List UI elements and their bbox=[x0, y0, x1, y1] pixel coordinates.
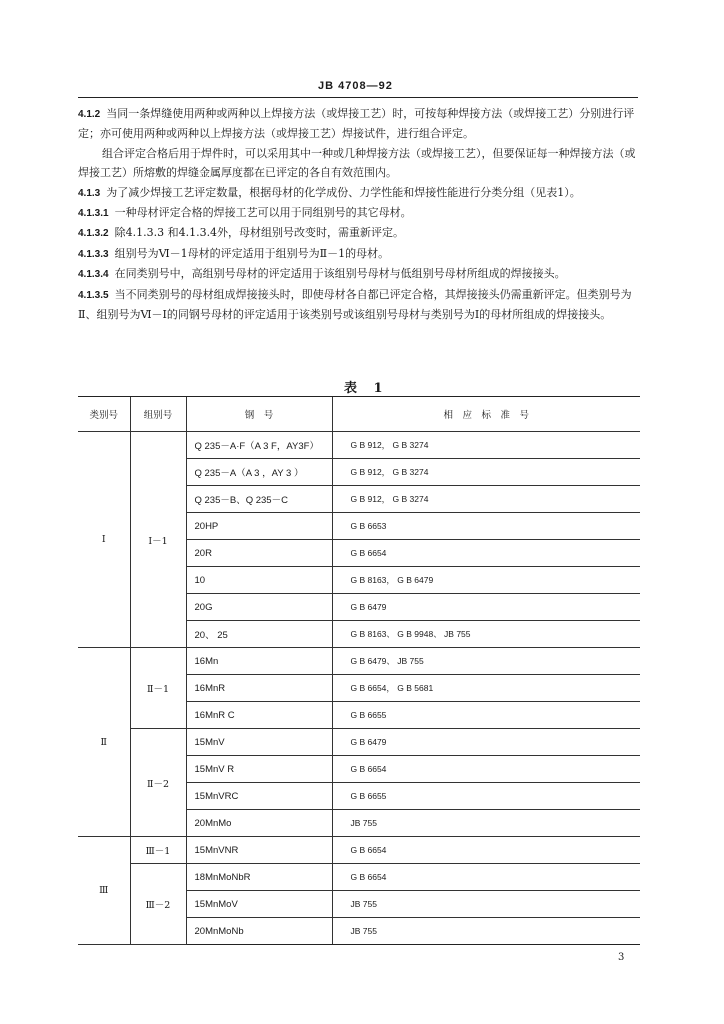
clause-number: 4.1.2 bbox=[78, 109, 101, 120]
standard-cell: G B 6654 bbox=[332, 756, 640, 783]
standard-cell: JB 755 bbox=[332, 918, 640, 945]
steel-grade-cell: 15MnVRC bbox=[186, 783, 332, 810]
steel-grade-cell: Q 235－B、Q 235－C bbox=[186, 486, 332, 513]
standard-cell: G B 6655 bbox=[332, 702, 640, 729]
document-code-header: JB 4708—92 bbox=[318, 80, 393, 92]
standard-cell: G B 8163、 G B 9948、 JB 755 bbox=[332, 621, 640, 648]
page-number: 3 bbox=[618, 952, 625, 963]
header-standard: 相 应 标 准 号 bbox=[332, 397, 640, 432]
clause-number: 4.1.3.4 bbox=[78, 269, 109, 281]
standard-cell: G B 6654 bbox=[332, 837, 640, 864]
paragraph-text: 一种母材评定合格的焊接工艺可以用于同组别号的其它母材。 bbox=[114, 206, 412, 220]
category-cell: Ⅲ bbox=[78, 837, 130, 945]
steel-grade-cell: 16MnR bbox=[186, 675, 332, 702]
paragraph-4-1-3 bbox=[78, 183, 644, 203]
standard-cell: JB 755 bbox=[332, 810, 640, 837]
clause-number: 4.1.3.5 bbox=[78, 289, 109, 301]
paragraph-text: 除4.1.3.3 和4.1.3.4外，母材组别号改变时，需重新评定。 bbox=[114, 226, 405, 240]
steel-grade-cell: 15MnV bbox=[186, 729, 332, 756]
steel-grade-cell: 16MnR C bbox=[186, 702, 332, 729]
group-cell: Ⅱ－1 bbox=[130, 648, 186, 729]
table-row bbox=[78, 432, 640, 459]
standard-cell: G B 6655 bbox=[332, 783, 640, 810]
paragraph-4-1-3-4 bbox=[78, 264, 644, 284]
table-row bbox=[78, 837, 640, 864]
standard-cell: G B 6479 bbox=[332, 594, 640, 621]
group-cell: Ⅰ－1 bbox=[130, 432, 186, 648]
steel-grade-cell: 15MnVNR bbox=[186, 837, 332, 864]
table-row bbox=[78, 729, 640, 756]
header-steel-grade: 钢 号 bbox=[186, 397, 332, 432]
steel-grade-cell: 15MnV R bbox=[186, 756, 332, 783]
paragraph-text: 当不同类别号的母材组成焊接接头时，即使母材各自都已评定合格，其焊接接头仍需重新评定。但类别号为Ⅱ、组别号为Ⅵ－Ⅰ的同钢号母材的评定适用于该类别号或该组别号母材与类别号为Ⅰ的母材所组成的焊接接头。 bbox=[78, 287, 632, 322]
paragraph-combined-evaluation bbox=[78, 144, 644, 183]
paragraph-text: 为了减少焊接工艺评定数量，根据母材的化学成份、力学性能和焊接性能进行分类分组（见表1）。 bbox=[106, 185, 581, 199]
steel-grade-cell: 15MnMoV bbox=[186, 891, 332, 918]
body-text bbox=[78, 104, 644, 324]
paragraph-4-1-3-3 bbox=[78, 244, 644, 264]
clause-number: 4.1.3 bbox=[78, 187, 101, 199]
steel-grade-cell: 20MnMoNb bbox=[186, 918, 332, 945]
steel-grade-cell: Q 235－A·F（A 3 F，AY3F） bbox=[186, 432, 332, 459]
paragraph-4-1-2 bbox=[78, 104, 644, 144]
steel-grade-cell: 16Mn bbox=[186, 648, 332, 675]
standard-cell: G B 6654， G B 5681 bbox=[332, 675, 640, 702]
standard-cell: G B 912， G B 3274 bbox=[332, 432, 640, 459]
paragraph-4-1-3-5 bbox=[78, 285, 644, 325]
standard-cell: G B 8163， G B 6479 bbox=[332, 567, 640, 594]
paragraph-text: 在同类别号中，高组别号母材的评定适用于该组别号母材与低组别号母材所组成的焊接接头。 bbox=[114, 267, 566, 281]
steel-grade-cell: 20MnMo bbox=[186, 810, 332, 837]
steel-grade-cell: 20R bbox=[186, 540, 332, 567]
standard-cell: G B 6654 bbox=[332, 540, 640, 567]
clause-number: 4.1.3.3 bbox=[78, 248, 109, 260]
paragraph-text: 组合评定合格后用于焊件时，可以采用其中一种或几种焊接方法（或焊接工艺），但要保证每一种焊接方法（或焊接工艺）所熔敷的焊缝金属厚度都在已评定的各自有效范围内。 bbox=[78, 146, 636, 180]
clause-number: 4.1.3.2 bbox=[78, 228, 109, 240]
standard-cell: G B 6479、 JB 755 bbox=[332, 648, 640, 675]
steel-grade-cell: 20、 25 bbox=[186, 621, 332, 648]
standard-cell: G B 912， G B 3274 bbox=[332, 486, 640, 513]
steel-grade-cell: 18MnMoNbR bbox=[186, 864, 332, 891]
standard-cell: JB 755 bbox=[332, 891, 640, 918]
group-cell: Ⅲ－1 bbox=[130, 837, 186, 864]
group-cell: Ⅱ－2 bbox=[130, 729, 186, 837]
header-rule bbox=[78, 97, 638, 98]
paragraph-text: 当同一条焊缝使用两种或两种以上焊接方法（或焊接工艺）时，可按每种焊接方法（或焊接工艺）分别进行评定；亦可使用两种或两种以上焊接方法（或焊接工艺）焊接试件，进行组合评定。 bbox=[78, 107, 635, 141]
table-header-row bbox=[78, 397, 640, 432]
standard-cell: G B 912， G B 3274 bbox=[332, 459, 640, 486]
paragraph-4-1-3-1 bbox=[78, 203, 644, 223]
clause-number: 4.1.3.1 bbox=[78, 208, 109, 220]
table-title: 表 1 bbox=[344, 381, 389, 396]
base-metal-classification-table bbox=[78, 396, 640, 945]
table-row bbox=[78, 864, 640, 891]
header-category: 类别号 bbox=[78, 397, 130, 432]
standard-cell: G B 6479 bbox=[332, 729, 640, 756]
steel-grade-cell: 20G bbox=[186, 594, 332, 621]
table-row bbox=[78, 648, 640, 675]
paragraph-text: 组别号为Ⅵ－1母材的评定适用于组别号为Ⅱ－1的母材。 bbox=[114, 246, 390, 260]
steel-grade-cell: Q 235－A（A 3 ，AY 3 ） bbox=[186, 459, 332, 486]
group-cell: Ⅲ－2 bbox=[130, 864, 186, 945]
steel-grade-cell: 10 bbox=[186, 567, 332, 594]
standard-cell: G B 6654 bbox=[332, 864, 640, 891]
paragraph-4-1-3-2 bbox=[78, 223, 644, 243]
category-cell: Ⅱ bbox=[78, 648, 130, 837]
header-group: 组别号 bbox=[130, 397, 186, 432]
standard-cell: G B 6653 bbox=[332, 513, 640, 540]
steel-grade-cell: 20HP bbox=[186, 513, 332, 540]
category-cell: Ⅰ bbox=[78, 432, 130, 648]
